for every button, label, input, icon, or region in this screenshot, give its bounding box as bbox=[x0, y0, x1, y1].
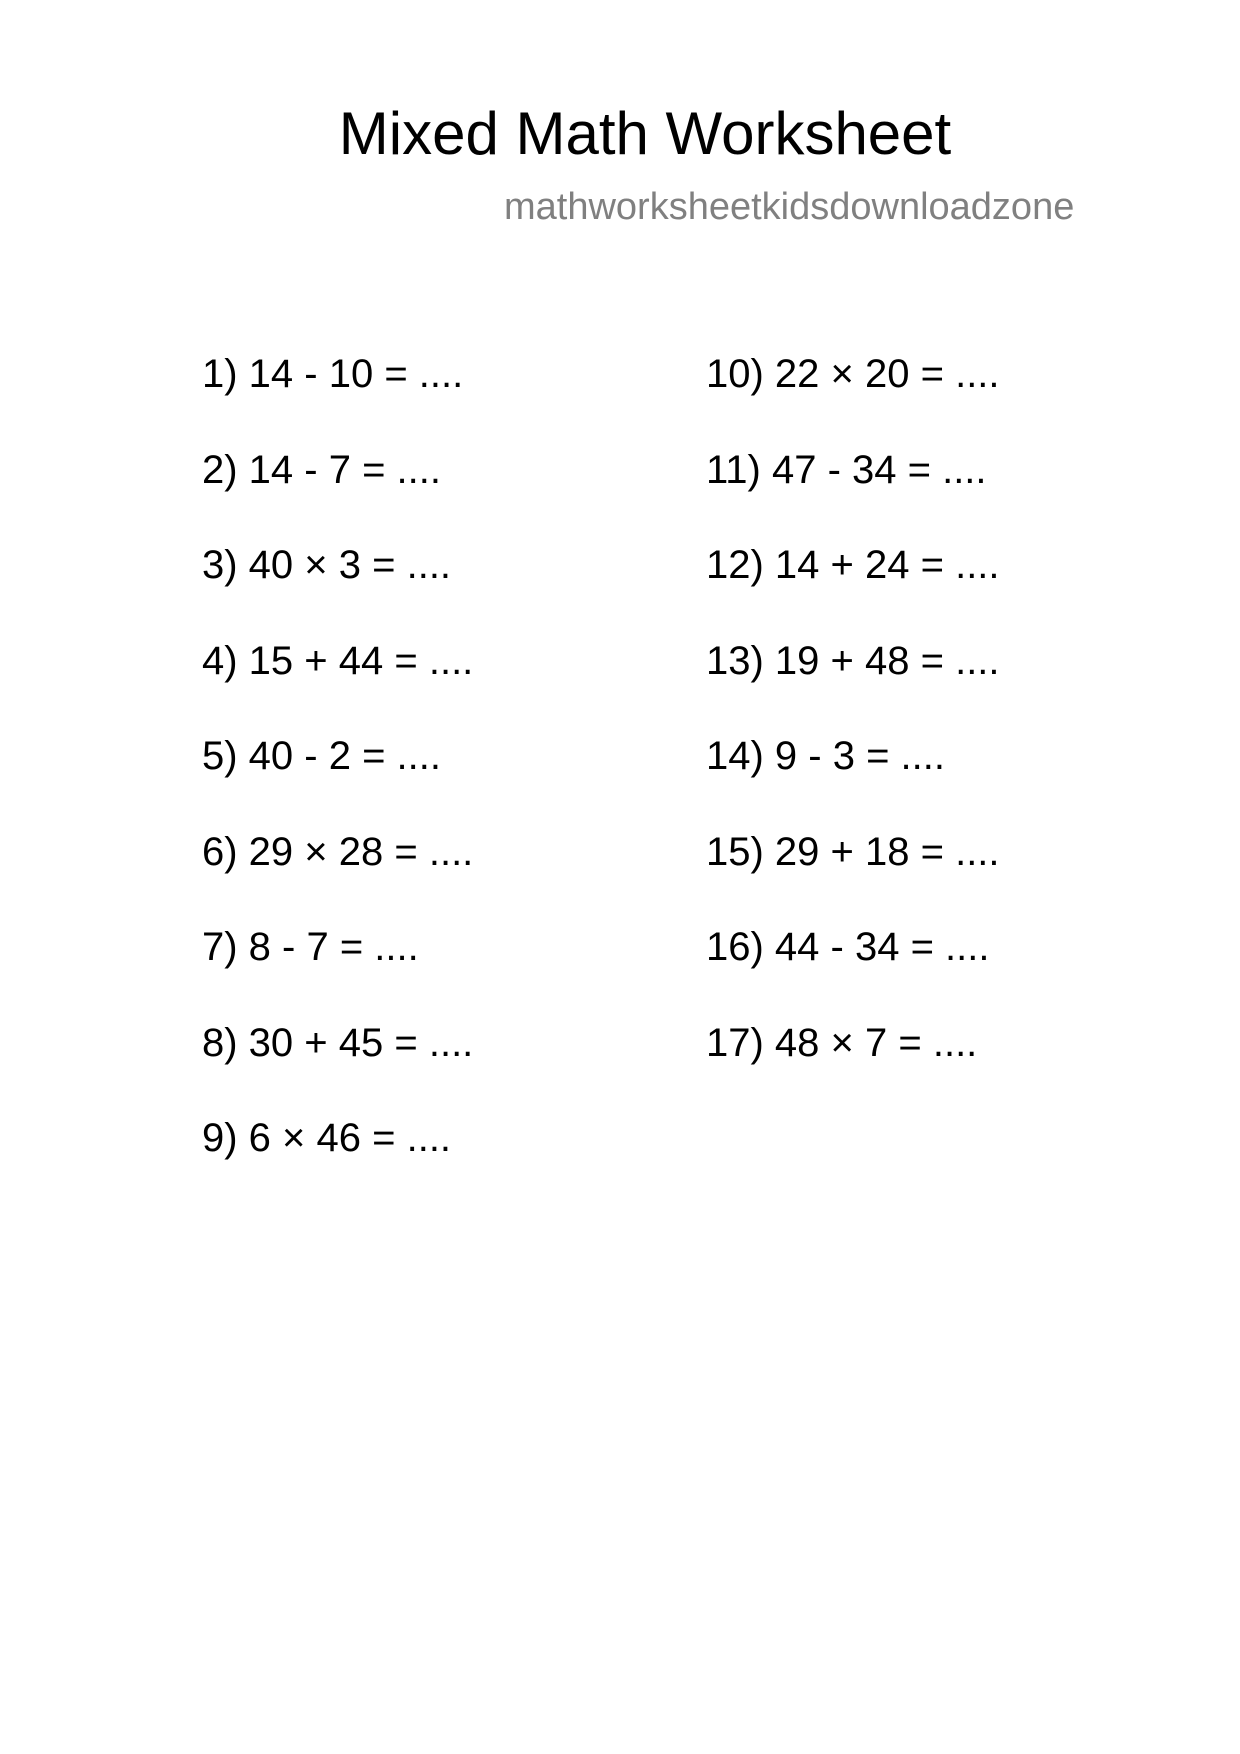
problem-item: 8) 30 + 45 = .... bbox=[202, 1020, 474, 1065]
problem-item: 13) 19 + 48 = .... bbox=[706, 638, 1000, 683]
problem-item: 6) 29 × 28 = .... bbox=[202, 829, 474, 874]
worksheet-subtitle: mathworksheetkidsdownloadzone bbox=[504, 186, 1075, 228]
problem-item: 9) 6 × 46 = .... bbox=[202, 1116, 452, 1160]
problem-item: 14) 9 - 3 = .... bbox=[706, 734, 946, 778]
problem-item: 16) 44 - 34 = .... bbox=[706, 925, 990, 969]
problem-item: 7) 8 - 7 = .... bbox=[202, 925, 419, 969]
problem-item: 5) 40 - 2 = .... bbox=[202, 734, 442, 778]
problems-right-column bbox=[706, 350, 1000, 1114]
problem-item: 1) 14 - 10 = .... bbox=[202, 352, 464, 396]
problem-item: 10) 22 × 20 = .... bbox=[706, 352, 1000, 396]
problem-item: 15) 29 + 18 = .... bbox=[706, 829, 1000, 874]
problems-left-column bbox=[202, 350, 473, 1210]
problem-item: 17) 48 × 7 = .... bbox=[706, 1020, 978, 1065]
problem-item: 4) 15 + 44 = .... bbox=[202, 638, 474, 683]
problem-item: 12) 14 + 24 = .... bbox=[706, 543, 1000, 587]
problem-item: 3) 40 × 3 = .... bbox=[202, 543, 452, 587]
problem-item: 2) 14 - 7 = .... bbox=[202, 447, 442, 492]
worksheet-title: Mixed Math Worksheet bbox=[338, 100, 952, 167]
problem-item: 11) 47 - 34 = .... bbox=[706, 447, 987, 492]
